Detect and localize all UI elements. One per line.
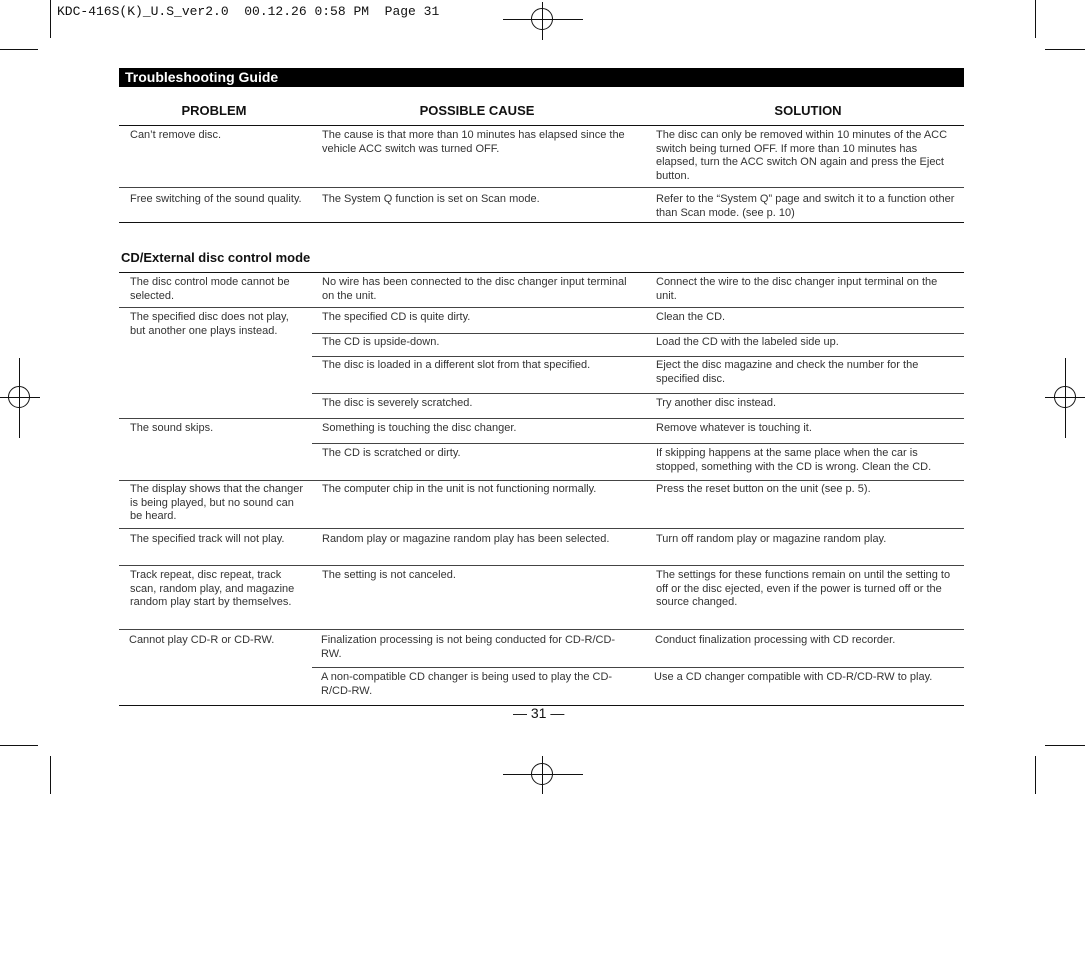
solution-cell: Use a CD changer compatible with CD-R/CD-RW to play.	[654, 671, 933, 683]
problem-cell: Track repeat, disc repeat, track scan, random play, and magazine random play start by themselves.	[130, 569, 295, 608]
solution-cell: Refer to the “System Q” page and switch it to a function other than Scan mode. (see p. 10)	[656, 193, 955, 219]
cause-cell: The computer chip in the unit is not functioning normally.	[322, 483, 597, 495]
solution-cell: Remove whatever is touching it.	[656, 422, 812, 434]
table-rule	[119, 418, 964, 419]
problem-cell: The display shows that the changer is being played, but no sound can be heard.	[130, 483, 304, 522]
solution-cell: Load the CD with the labeled side up.	[656, 336, 839, 348]
table-rule	[119, 629, 964, 630]
cause-cell: Something is touching the disc changer.	[322, 422, 517, 434]
problem-cell: The specified track will not play.	[130, 533, 285, 545]
table-rule	[119, 272, 964, 273]
solution-cell: If skipping happens at the same place when the car is stopped, something with the CD is wrong. Clean the CD.	[656, 447, 932, 473]
solution-cell: The disc can only be removed within 10 minutes of the ACC switch being turned OFF. If more than 10 minutes has elapsed, turn the ACC switch ON again and press the Eject button.	[656, 129, 948, 182]
column-header-solution: SOLUTION	[774, 103, 842, 118]
cause-cell: The CD is scratched or dirty.	[322, 447, 461, 459]
problem-cell: Cannot play CD-R or CD-RW.	[129, 634, 275, 646]
cause-cell: The System Q function is set on Scan mode.	[322, 193, 540, 205]
table-rule	[312, 356, 964, 357]
table-rule	[312, 333, 964, 334]
table-rule	[312, 667, 964, 668]
cause-cell: A non-compatible CD changer is being used to play the CD-R/CD-RW.	[321, 671, 613, 697]
solution-cell: Connect the wire to the disc changer input terminal on the unit.	[656, 276, 938, 302]
print-header: KDC-416S(K)_U.S_ver2.0 00.12.26 0:58 PM Page 31	[57, 4, 440, 19]
table-rule	[312, 393, 964, 394]
cause-cell: The specified CD is quite dirty.	[322, 311, 471, 323]
column-header-cause: POSSIBLE CAUSE	[419, 103, 535, 118]
solution-cell: The settings for these functions remain on until the setting to off or the disc ejected, even if the power is turned off or the source changed.	[656, 569, 951, 608]
problem-cell: The sound skips.	[130, 422, 214, 434]
table-rule	[119, 307, 964, 308]
problem-cell: Can’t remove disc.	[130, 129, 222, 141]
page-number: — 31 —	[513, 705, 565, 721]
solution-cell: Turn off random play or magazine random play.	[656, 533, 887, 545]
cd-section-title: CD/External disc control mode	[121, 250, 311, 265]
table-rule	[119, 222, 964, 223]
solution-cell: Clean the CD.	[656, 311, 726, 323]
table-rule	[119, 480, 964, 481]
cause-cell: Random play or magazine random play has been selected.	[322, 533, 610, 545]
problem-cell: Free switching of the sound quality.	[130, 193, 302, 205]
section-title-bar: Troubleshooting Guide	[119, 68, 964, 87]
solution-cell: Press the reset button on the unit (see p. 5).	[656, 483, 871, 495]
solution-cell: Eject the disc magazine and check the number for the specified disc.	[656, 359, 919, 385]
cause-cell: Finalization processing is not being conducted for CD-R/CD-RW.	[321, 634, 616, 660]
table-rule	[119, 528, 964, 529]
solution-cell: Try another disc instead.	[656, 397, 777, 409]
table-rule	[119, 565, 964, 566]
table-rule	[119, 187, 964, 188]
cause-cell: The cause is that more than 10 minutes has elapsed since the vehicle ACC switch was turned OFF.	[322, 129, 625, 155]
cause-cell: The CD is upside-down.	[322, 336, 440, 348]
solution-cell: Conduct finalization processing with CD recorder.	[655, 634, 896, 646]
problem-cell: The specified disc does not play, but another one plays instead.	[130, 311, 289, 337]
cause-cell: The disc is loaded in a different slot from that specified.	[322, 359, 591, 371]
table-rule	[119, 125, 964, 126]
cause-cell: The setting is not canceled.	[322, 569, 456, 581]
problem-cell: The disc control mode cannot be selected.	[130, 276, 290, 302]
cause-cell: The disc is severely scratched.	[322, 397, 473, 409]
column-header-problem: PROBLEM	[181, 103, 247, 118]
cause-cell: No wire has been connected to the disc changer input terminal on the unit.	[322, 276, 627, 302]
table-rule	[312, 443, 964, 444]
